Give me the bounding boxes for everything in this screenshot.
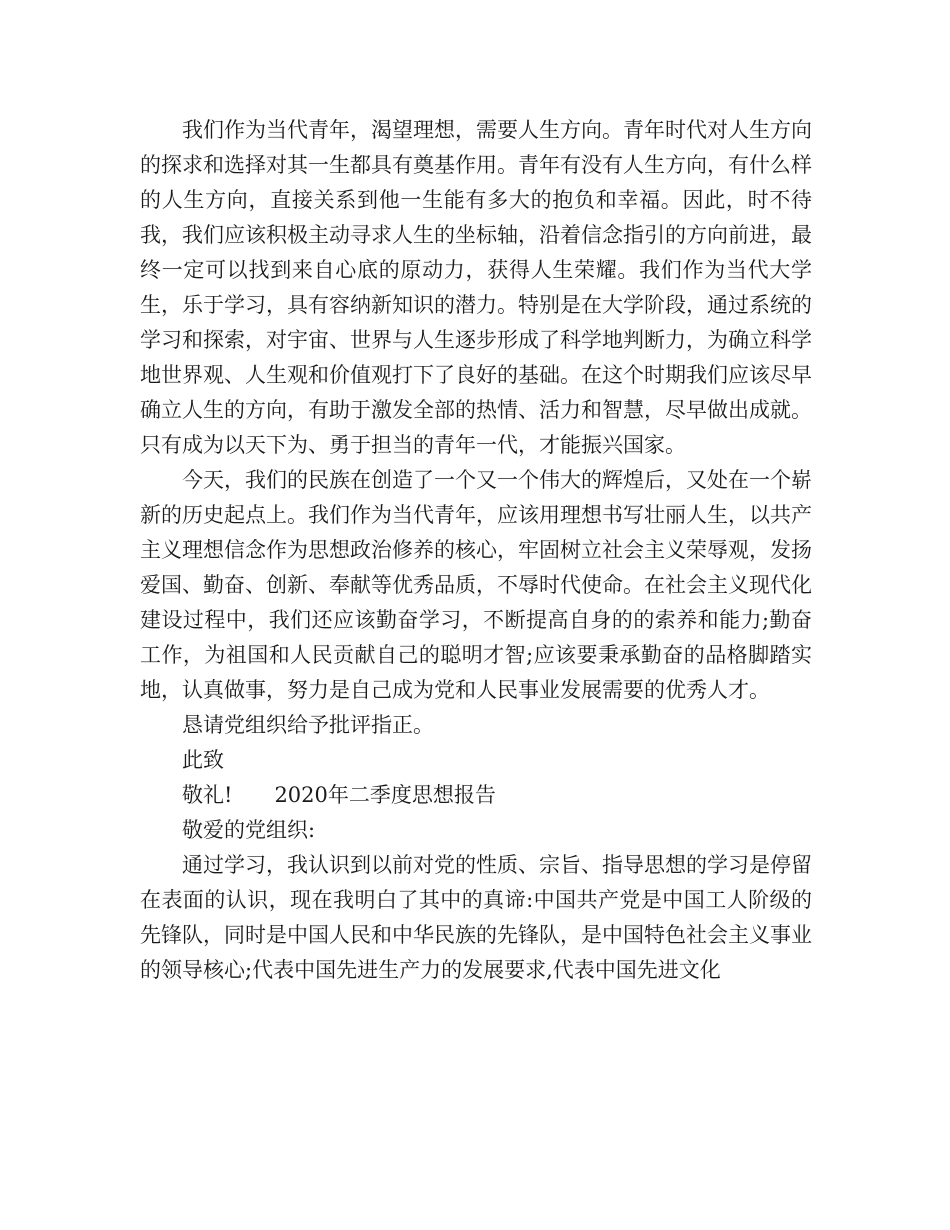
closing-request: 恳请党组织给予批评指正。 <box>182 713 434 737</box>
body-paragraph-3: 通过学习，我认识到以前对党的性质、宗旨、指导思想的学习是停留在表面的认识，现在我明白了其中的真谛:中国共产党是中国工人阶级的先锋队，同时是中国人民和中华民族的先锋队，是中国特色社会主义事业的领导核心;代表中国先进生产力的发展要求,代表中国先进文化 <box>140 853 812 982</box>
salutation-line-1: 此致 <box>182 748 224 772</box>
document-page <box>140 113 812 988</box>
salutation-line-2: 敬礼! 2020年二季度思想报告 <box>182 783 496 807</box>
body-paragraph-2: 今天，我们的民族在创造了一个又一个伟大的辉煌后，又处在一个崭新的历史起点上。我们作为当代青年，应该用理想书写壮丽人生，以共产主义理想信念作为思想政治修养的核心，牢固树立社会主义荣辱观，发扬爱国、勤奋、创新、奉献等优秀品质，不辱时代使命。在社会主义现代化建设过程中，我们还应该勤奋学习，不断提高自身的的索养和能力;勤奋工作，为祖国和人民贡献自己的聪明才智;应该要秉承勤奋的品格脚踏实地，认真做事，努力是自己成为党和人民事业发展需要的优秀人才。 <box>140 468 812 702</box>
body-paragraph-1: 我们作为当代青年，渴望理想，需要人生方向。青年时代对人生方向的探求和选择对其一生都具有奠基作用。青年有没有人生方向，有什么样的人生方向，直接关系到他一生能有多大的抱负和幸福。因此，时不待我，我们应该积极主动寻求人生的坐标轴，沿着信念指引的方向前进，最终一定可以找到来自心底的原动力，获得人生荣耀。我们作为当代大学生，乐于学习，具有容纳新知识的潜力。特别是在大学阶段，通过系统的学习和探索，对宇宙、世界与人生逐步形成了科学地判断力，为确立科学地世界观、人生观和价值观打下了良好的基础。在这个时期我们应该尽早确立人生的方向，有助于激发全部的热情、活力和智慧，尽早做出成就。只有成为以天下为、勇于担当的青年一代，才能振兴国家。 <box>140 118 812 457</box>
report-greeting: 敬爱的党组织: <box>182 818 316 842</box>
